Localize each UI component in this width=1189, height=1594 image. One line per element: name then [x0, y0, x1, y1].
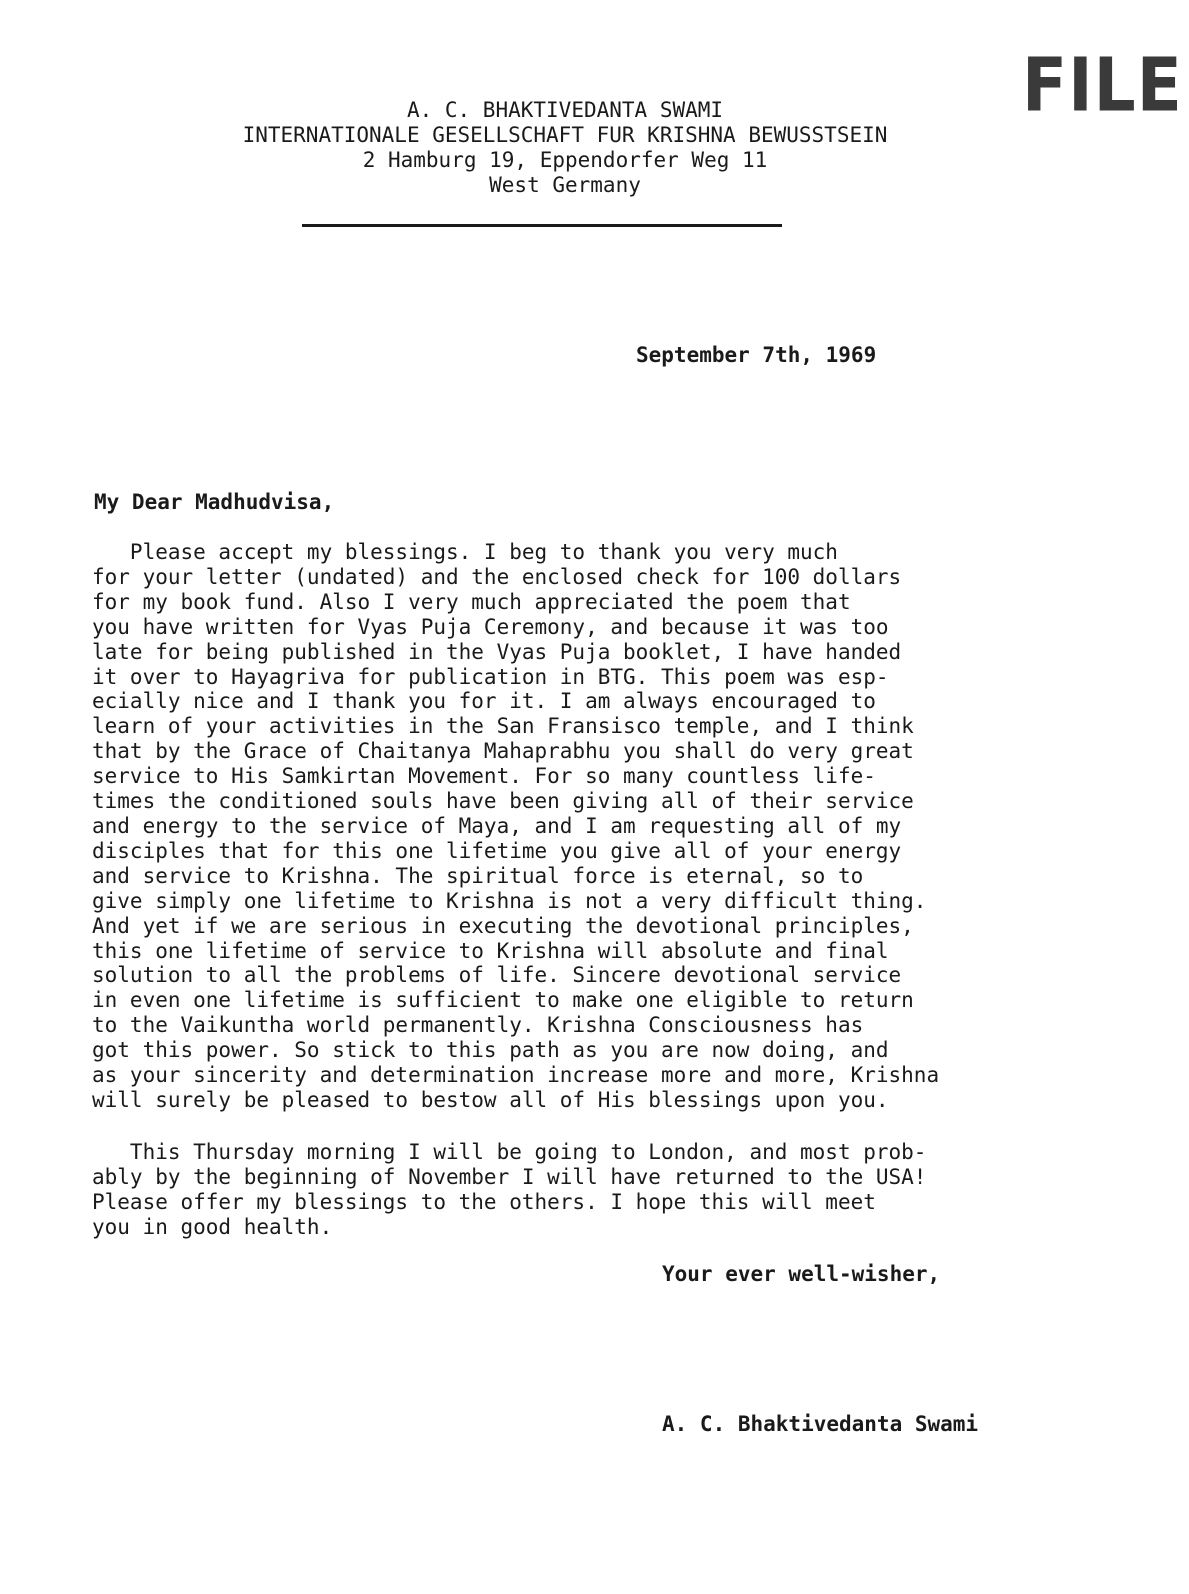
- body-paragraph-1: [92, 540, 1102, 1113]
- text-line: you in good health.: [92, 1214, 333, 1239]
- text-line: you have written for Vyas Puja Ceremony, and because it was too: [92, 614, 889, 639]
- text-line: it over to Hayagriva for publication in BTG. This poem was esp-: [92, 664, 889, 689]
- text-line: Please offer my blessings to the others. I hope this will meet: [92, 1189, 876, 1214]
- text-line: give simply one lifetime to Krishna is not a very difficult thing.: [92, 888, 927, 913]
- text-line: this one lifetime of service to Krishna will absolute and final: [92, 938, 889, 963]
- text-line: for my book fund. Also I very much appreciated the poem that: [92, 589, 851, 614]
- letter-date: September 7th, 1969: [636, 343, 877, 367]
- letterhead-name: A. C. BHAKTIVEDANTA SWAMI: [406, 98, 724, 122]
- text-line: that by the Grace of Chaitanya Mahaprabhu you shall do very great: [92, 739, 914, 764]
- text-line: solution to all the problems of life. Sincere devotional service: [92, 963, 902, 988]
- text-line: times the conditioned souls have been giving all of their service: [92, 789, 914, 814]
- body-paragraph-2: [92, 1140, 1102, 1240]
- text-line: And yet if we are serious in executing the devotional principles,: [92, 913, 914, 938]
- letterhead-divider: [302, 224, 782, 227]
- text-line: service to His Samkirtan Movement. For so many countless life-: [92, 764, 876, 789]
- text-line: and energy to the service of Maya, and I am requesting all of my: [92, 813, 902, 838]
- text-line: disciples that for this one lifetime you give all of your energy: [92, 838, 902, 863]
- text-line: will surely be pleased to bestow all of His blessings upon you.: [92, 1087, 889, 1112]
- text-line: to the Vaikuntha world permanently. Krishna Consciousness has: [92, 1013, 864, 1038]
- text-line: ecially nice and I thank you for it. I am always encouraged to: [92, 689, 876, 714]
- text-line: Please accept my blessings. I beg to thank you very much: [92, 540, 838, 564]
- text-line: ably by the beginning of November I will have returned to the USA!: [92, 1164, 927, 1189]
- text-line: learn of your activities in the San Fransisco temple, and I think: [92, 714, 914, 739]
- text-line: for your letter (undated) and the enclosed check for 100 dollars: [92, 564, 902, 589]
- text-line: This Thursday morning I will be going to London, and most prob-: [92, 1140, 927, 1164]
- salutation: My Dear Madhudvisa,: [94, 490, 335, 514]
- text-line: as your sincerity and determination increase more and more, Krishna: [92, 1063, 940, 1088]
- letterhead-country: West Germany: [489, 173, 641, 197]
- file-stamp: FILE: [1022, 42, 1183, 129]
- letterhead-address: 2 Hamburg 19, Eppendorfer Weg 11: [362, 148, 768, 172]
- text-line: late for being published in the Vyas Puja booklet, I have handed: [92, 639, 902, 664]
- letterhead: [0, 98, 1130, 198]
- text-line: in even one lifetime is sufficient to make one eligible to return: [92, 988, 914, 1013]
- text-line: got this power. So stick to this path as you are now doing, and: [92, 1038, 889, 1063]
- signature: A. C. Bhaktivedanta Swami: [662, 1412, 979, 1436]
- closing: Your ever well-wisher,: [662, 1262, 941, 1286]
- text-line: and service to Krishna. The spiritual force is eternal, so to: [92, 863, 864, 888]
- letterhead-organization: INTERNATIONALE GESELLSCHAFT FUR KRISHNA BEWUSSTSEIN: [242, 123, 888, 147]
